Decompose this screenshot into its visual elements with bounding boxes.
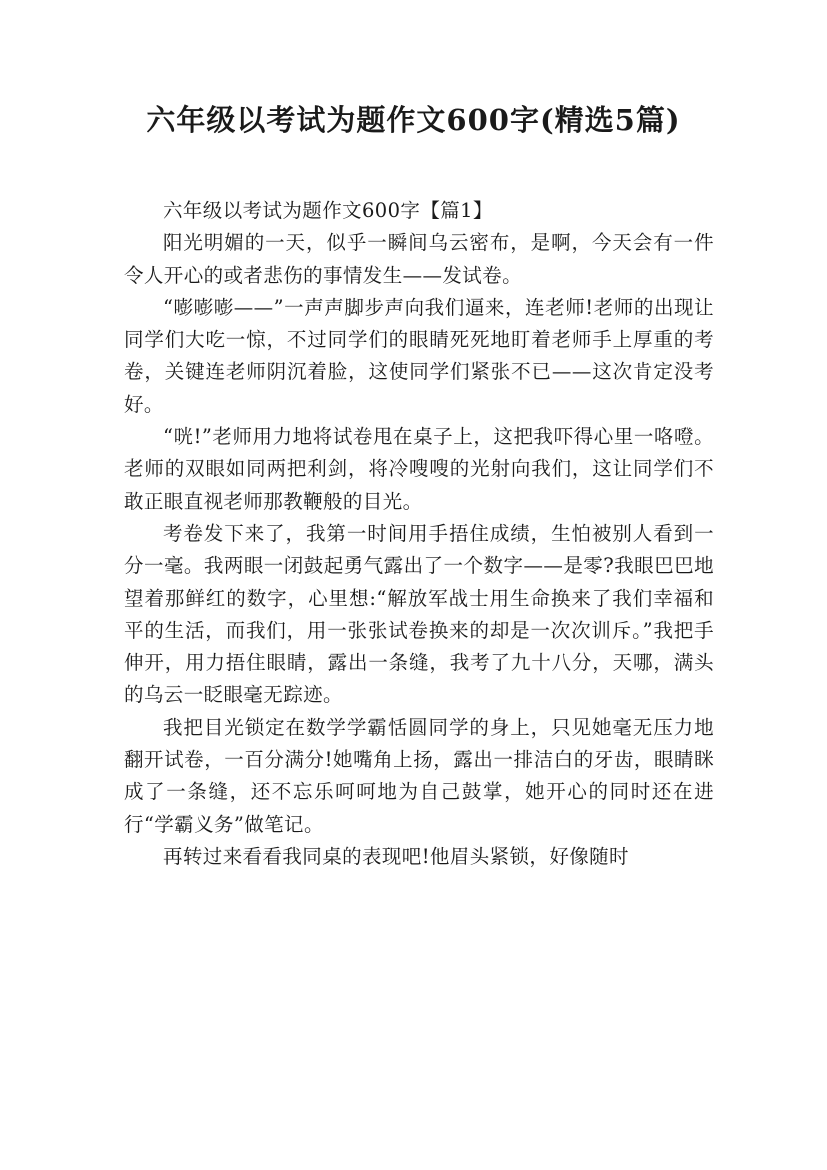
paragraph: “咣!”老师用力地将试卷甩在桌子上，这把我吓得心里一咯噔。老师的双眼如同两把利剑，将冷嗖嗖的光射向我们，这让同学们不敢正眼直视老师那教鞭般的目光。 <box>124 425 714 513</box>
paragraph: 再转过来看看我同桌的表现吧!他眉头紧锁，好像随时 <box>163 844 629 868</box>
paragraph: “嘭嘭嘭——”一声声脚步声向我们逼来，连老师!老师的出现让同学们大吃一惊，不过同学们的眼睛死死地盯着老师手上厚重的考卷，关键连老师阴沉着脸，这使同学们紧张不已——这次肯定没考好。 <box>124 295 714 416</box>
document-body <box>124 195 714 873</box>
section-heading: 六年级以考试为题作文600字【篇1】 <box>163 199 493 222</box>
paragraph: 考卷发下来了，我第一时间用手捂住成绩，生怕被别人看到一分一毫。我两眼一闭鼓起勇气露出了一个数字——是零?我眼巴巴地望着那鲜红的数字，心里想:“解放军战士用生命换来了我们幸福和平的生活，而我们，用一张张试卷换来的却是一次次训斥。”我把手伸开，用力捂住眼睛，露出一条缝，我考了九十八分，天哪，满头的乌云一眨眼毫无踪迹。 <box>124 521 714 707</box>
document-title: 六年级以考试为题作文600字(精选5篇) <box>146 103 681 137</box>
paragraph: 我把目光锁定在数学学霸恬圆同学的身上，只见她毫无压力地翻开试卷，一百分满分!她嘴角上扬，露出一排洁白的牙齿，眼睛眯成了一条缝，还不忘乐呵呵地为自己鼓掌，她开心的同时还在进行“学霸义务”做笔记。 <box>124 715 714 836</box>
paragraph: 阳光明媚的一天，似乎一瞬间乌云密布，是啊，今天会有一件令人开心的或者悲伤的事情发生——发试卷。 <box>124 231 714 287</box>
